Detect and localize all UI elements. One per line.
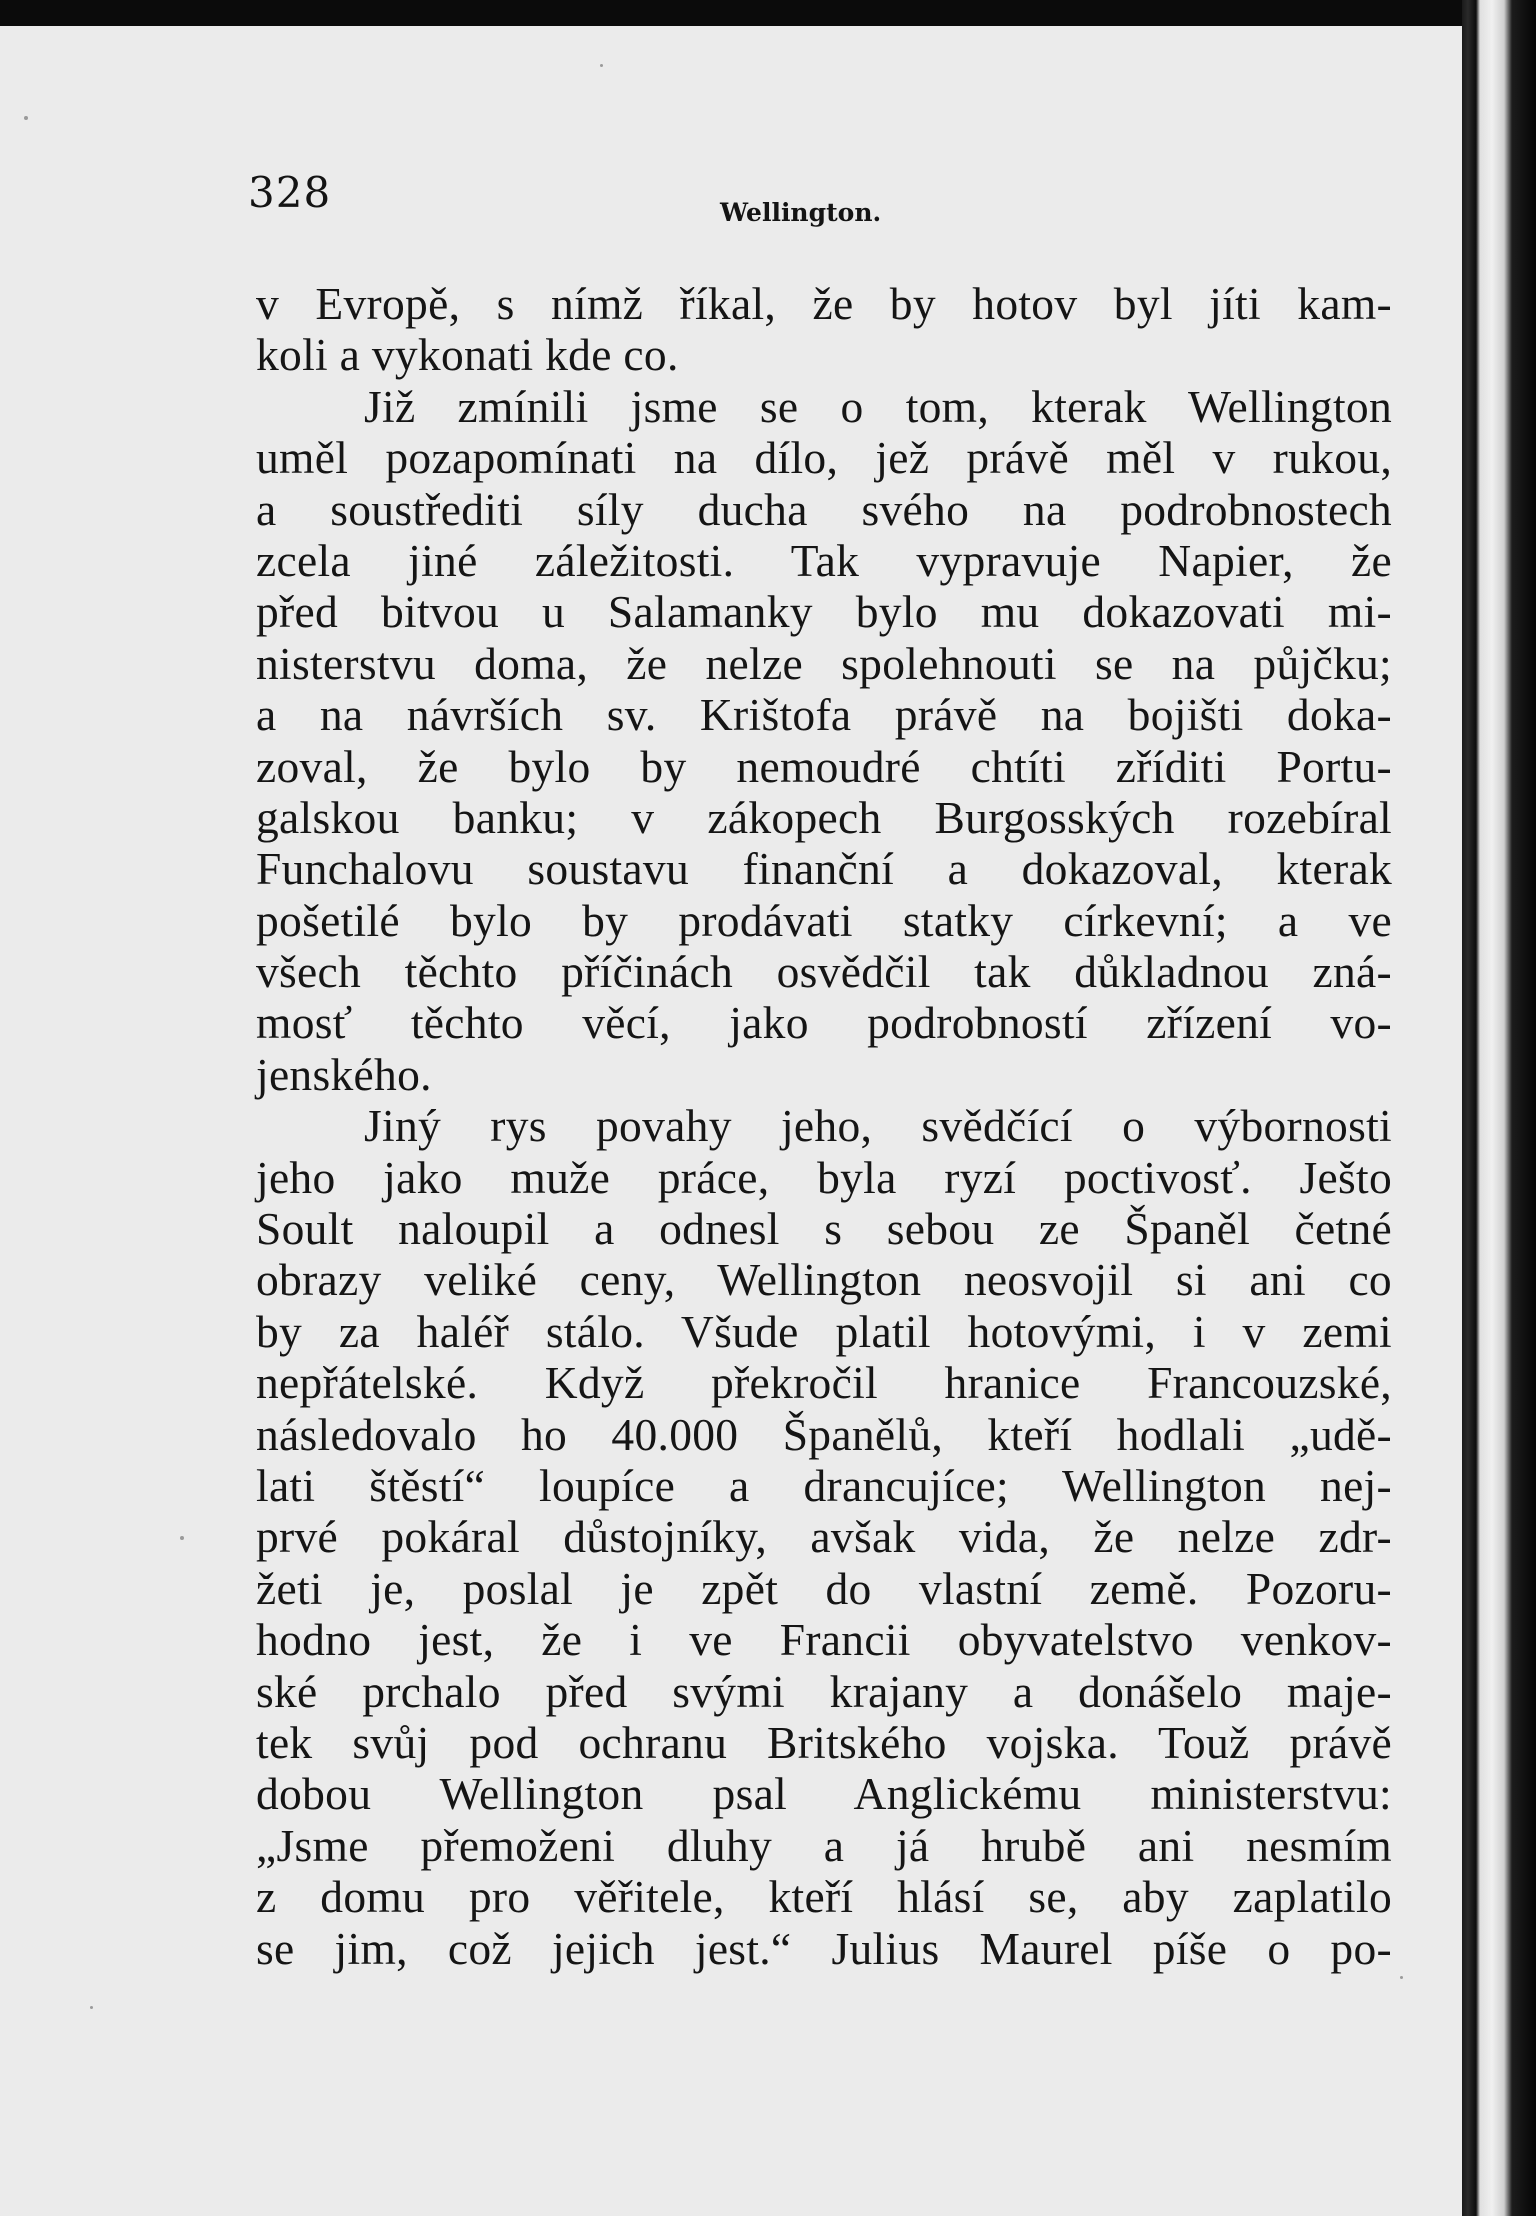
book-spine-edge — [1462, 0, 1536, 2216]
paper-speck — [1400, 1976, 1403, 1979]
running-head: Wellington. — [720, 198, 882, 227]
text-line: zcela jiné záležitosti. Tak vypravuje Napier, že — [256, 534, 1392, 586]
text-line: uměl pozapomínati na dílo, jež právě měl v rukou, — [256, 432, 1392, 484]
text-line: všech těchto příčinách osvědčil tak důkladnou zná- — [256, 946, 1392, 998]
text-line: následovalo ho 40.000 Španělů, kteří hodlali „udě- — [256, 1408, 1392, 1460]
body-text — [256, 278, 1392, 1974]
text-line: zoval, že bylo by nemoudré chtíti zříditi Portu- — [256, 740, 1392, 792]
paper-speck — [24, 116, 28, 120]
text-line: a soustřediti síly ducha svého na podrobnostech — [256, 483, 1392, 535]
text-line: tek svůj pod ochranu Britského vojska. Touž právě — [256, 1716, 1392, 1768]
text-line: žeti je, poslal je zpět do vlastní země. Pozoru- — [256, 1562, 1392, 1614]
text-line: Jiný rys povahy jeho, svědčící o výbornosti — [364, 1100, 1392, 1152]
text-line: prvé pokáral důstojníky, avšak vida, že nelze zdr- — [256, 1511, 1392, 1563]
paper-speck — [600, 64, 603, 67]
text-line: hodno jest, že i ve Francii obyvatelstvo venkov- — [256, 1614, 1392, 1666]
paper-speck — [90, 2006, 93, 2009]
text-line: dobou Wellington psal Anglickému ministerstvu: — [256, 1768, 1392, 1820]
text-line: ské prchalo před svými krajany a donášelo maje- — [256, 1665, 1392, 1717]
page-number: 328 — [248, 168, 332, 217]
text-line: Funchalovu soustavu finanční a dokazoval, kterak — [256, 843, 1392, 895]
text-line: by za haléř stálo. Všude platil hotovými, i v zemi — [256, 1305, 1392, 1357]
text-line: Soult naloupil a odnesl s sebou ze Španěl četné — [256, 1203, 1392, 1255]
text-line: z domu pro věřitele, kteří hlásí se, aby zaplatilo — [256, 1871, 1392, 1923]
text-line: mosť těchto věcí, jako podrobností zřízení vo- — [256, 997, 1392, 1049]
text-line: obrazy veliké ceny, Wellington neosvojil si ani co — [256, 1254, 1392, 1306]
text-line: jenského. — [256, 1048, 432, 1100]
text-line: pošetilé bylo by prodávati statky církevní; a ve — [256, 894, 1392, 946]
text-line: a na návrších sv. Krištofa právě na bojišti doka- — [256, 689, 1392, 741]
text-line: před bitvou u Salamanky bylo mu dokazovati mi- — [256, 586, 1392, 638]
paper-speck — [180, 1536, 184, 1540]
page-header — [248, 168, 1048, 228]
text-line: galskou banku; v zákopech Burgosských rozebíral — [256, 791, 1392, 843]
text-line: „Jsme přemoženi dluhy a já hrubě ani nesmím — [256, 1819, 1392, 1871]
text-line: nepřátelské. Když překročil hranice Francouzské, — [256, 1357, 1392, 1409]
text-line: se jim, což jejich jest.“ Julius Maurel píše o po- — [256, 1922, 1392, 1974]
text-line: koli a vykonati kde co. — [256, 329, 679, 381]
text-line: nisterstvu doma, že nelze spolehnouti se na půjčku; — [256, 637, 1392, 689]
text-line: v Evropě, s nímž říkal, že by hotov byl jíti kam- — [256, 278, 1392, 329]
text-line: lati štěstí“ loupíce a drancujíce; Wellington nej- — [256, 1459, 1392, 1511]
text-line: Již zmínili jsme se o tom, kterak Wellington — [364, 380, 1392, 432]
text-line: jeho jako muže práce, byla ryzí poctivosť. Ješto — [256, 1151, 1392, 1203]
book-page — [0, 26, 1462, 2216]
